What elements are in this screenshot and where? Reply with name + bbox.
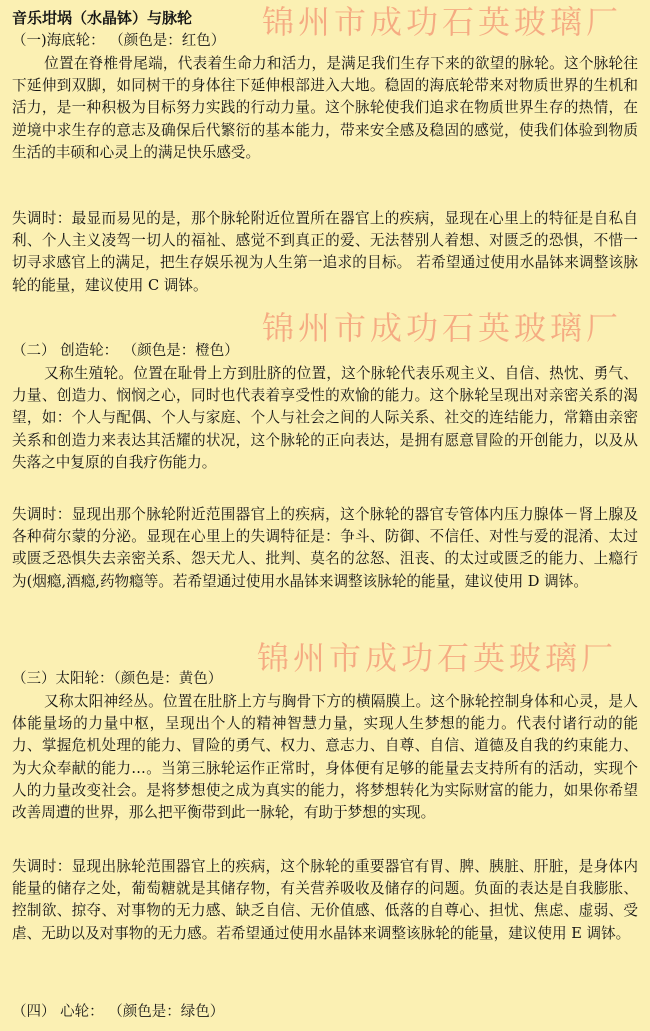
watermark-text: 锦州市成功石英玻璃厂	[262, 309, 623, 347]
section-imbalance-sacral-chakra: 失调时：显现出那个脉轮附近范围器官上的疾病，这个脉轮的器官专管体内压力腺体－肾上腺及各种荷尔蒙的分泌。显现在心里上的失调特征是：争斗、防御、不信任、对性与爱的混淆、太过或匮乏恐惧失去亲密关系、怨天尤人、批判、莫名的忿怒、沮丧、的太过或匮乏的能力、上瘾行为(烟瘾,酒瘾,药物瘾等。若希望通过使用水晶钵来调整该脉轮的能量，建议使用 D 调钵。	[12, 506, 638, 590]
section-heading-sacral-chakra: （二） 创造轮： （颜色是：橙色）	[12, 343, 239, 359]
section-heading-heart-chakra: （四） 心轮： （颜色是：绿色）	[12, 1004, 225, 1020]
section-imbalance-root-chakra: 失调时：最显而易见的是，那个脉轮附近位置所在器官上的疾病，显现在心里上的特征是自私自利、个人主义凌驾一切人的福祉、感觉不到真正的爱、无法替别人着想、对匮乏的恐惧，不惜一切寻求感官上的满足，把生存娱乐视为人生第一追求的目标。 若希望通过使用水晶钵来调整该脉轮的能量，建议使用 C 调钵。	[12, 210, 638, 294]
section-imbalance-solar-plexus-chakra: 失调时：显现出脉轮范围器官上的疾病，这个脉轮的重要器官有胃、脾、胰脏、肝脏，是身体内能量的储存之处，葡萄糖就是其储存物，有关营养吸收及储存的问题。负面的表达是自我膨胀、控制欲、掠夺、对事物的无力感、缺乏自信、无价值感、低落的自尊心、担忧、焦虑、虚弱、受虐、无助以及对事物的无力感。若希望通过使用水晶钵来调整该脉轮的能量，建议使用 E 调钵。	[12, 858, 638, 942]
section-body-root-chakra: 位置在脊椎骨尾端，代表着生命力和活力，是满足我们生存下来的欲望的脉轮。这个脉轮往下延伸到双脚，如同树干的身体往下延伸根部进入大地。稳固的海底轮带来对物质世界的生机和活力，是一种积极为目标努力实践的行动力量。这个脉轮使我们追求在物质世界生存的热情，在逆境中求生存的意志及确保后代繁衍的基本能力，带来安全感及稳固的感觉，使我们体验到物质生活的丰硕和心灵上的满足快乐感受。	[12, 55, 638, 161]
document-title: 音乐坩埚（水晶钵）与脉轮	[12, 9, 193, 27]
section-body-solar-plexus-chakra: 又称太阳神经丛。位置在肚脐上方与胸骨下方的横隔膜上。这个脉轮控制身体和心灵，是人体能量场的力量中枢，呈现出个人的精神智慧力量，实现人生梦想的能力。代表付诸行动的能力、掌握危机处理的能力、冒险的勇气、权力、意志力、自尊、自信、道德及自我的约束能力、为大众奉献的能力…。当第三脉轮运作正常时，身体便有足够的能量去支持所有的活动，实现个人的力量改变社会。是将梦想使之成为真实的能力，将梦想转化为实际财富的能力，如果你希望改善周遭的世界，那么把平衡带到此一脉轮，有助于梦想的实现。	[12, 693, 638, 822]
watermark-text: 锦州市成功石英玻璃厂	[257, 639, 618, 677]
watermark-text: 锦州市成功石英玻璃厂	[262, 3, 623, 41]
section-heading-solar-plexus-chakra: （三）太阳轮：（颜色是：黄色）	[12, 671, 223, 687]
section-heading-root-chakra: （一)海底轮： （颜色是：红色）	[12, 33, 226, 49]
section-body-sacral-chakra: 又称生殖轮。位置在耻骨上方到肚脐的位置，这个脉轮代表乐观主义、自信、热忱、勇气、力量、创造力、悯悯之心，同时也代表着享受性的欢愉的能力。这个脉轮呈现出对亲密关系的渴望，如：个人与配偶、个人与家庭、个人与社会之间的人际关系、社交的连结能力，常籍由亲密关系和创造力来表达其活耀的状况，这个脉轮的正向表达，是拥有愿意冒险的开创能力，以及从失落之中复原的自我疗伤能力。	[12, 365, 638, 471]
